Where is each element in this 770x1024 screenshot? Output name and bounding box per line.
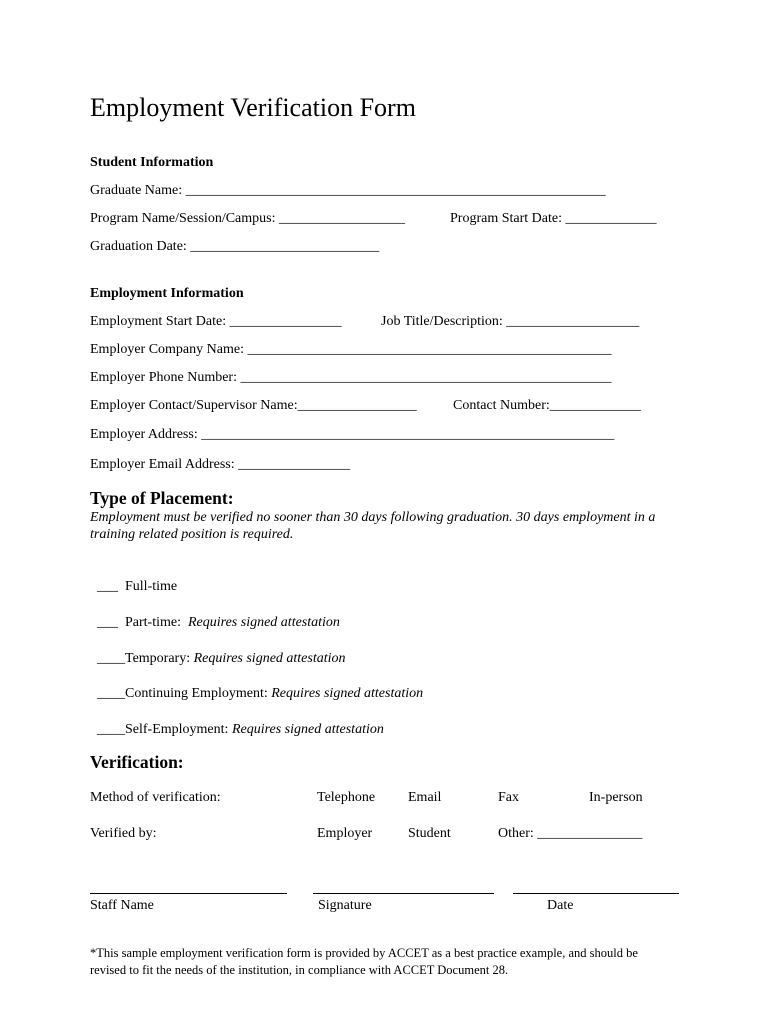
signature-label: Signature [318, 898, 372, 913]
staff-name-label: Staff Name [90, 898, 154, 913]
option-blank[interactable]: ____ [97, 651, 125, 666]
option-blank[interactable]: ___ [97, 579, 118, 594]
verified-by-employer[interactable]: Employer [317, 826, 373, 841]
contact-number-field[interactable]: Contact Number:_____________ [453, 398, 641, 413]
placement-option-full-time[interactable] [90, 563, 177, 595]
method-label: Method of verification: [90, 790, 221, 805]
option-label: Self-Employment: [125, 722, 229, 737]
option-note: Requires signed attestation [231, 722, 384, 737]
employer-email-field[interactable]: Employer Email Address: ________________ [90, 457, 351, 472]
placement-heading: Type of Placement: [90, 488, 234, 508]
employer-address-field[interactable]: Employer Address: ___________________________________________________________ [90, 427, 615, 442]
staff-name-line[interactable] [90, 893, 287, 894]
option-blank[interactable]: ___ [97, 615, 118, 630]
employment-start-date-field[interactable]: Employment Start Date: ________________ [90, 314, 342, 329]
placement-note: Employment must be verified no sooner than 30 days following graduation. 30 days employment in a training related position is required. [90, 510, 656, 542]
option-note: Requires signed attestation [188, 615, 340, 630]
student-info-heading: Student Information [90, 155, 214, 170]
signature-line[interactable] [313, 893, 494, 894]
graduation-date-field[interactable]: Graduation Date: ___________________________ [90, 239, 380, 254]
employment-info-heading: Employment Information [90, 286, 244, 301]
verified-by-student[interactable]: Student [408, 826, 451, 841]
verified-by-label: Verified by: [90, 826, 157, 841]
option-note: Requires signed attestation [193, 651, 346, 666]
placement-option-part-time[interactable] [90, 599, 340, 631]
date-line[interactable] [513, 893, 679, 894]
option-label: Temporary: [125, 651, 191, 666]
option-label: Part-time: [125, 615, 181, 630]
method-email[interactable]: Email [408, 790, 442, 805]
date-label: Date [547, 898, 574, 913]
job-title-field[interactable]: Job Title/Description: ___________________ [381, 314, 640, 329]
placement-option-self-employment[interactable] [90, 706, 384, 738]
program-name-field[interactable]: Program Name/Session/Campus: __________________ [90, 211, 405, 226]
method-in-person[interactable]: In-person [589, 790, 643, 805]
program-start-date-field[interactable]: Program Start Date: _____________ [450, 211, 657, 226]
footnote: *This sample employment verification form is provided by ACCET as a best practice example, and should be revised to fit the needs of the institution, in compliance with ACCET Document 28. [90, 946, 638, 977]
option-blank[interactable]: ____ [97, 686, 125, 701]
option-note: Requires signed attestation [271, 686, 424, 701]
option-label: Continuing Employment: [125, 686, 268, 701]
form-title: Employment Verification Form [90, 93, 416, 122]
verification-heading: Verification: [90, 752, 184, 772]
option-label: Full-time [125, 579, 178, 594]
placement-option-temporary[interactable] [90, 635, 346, 667]
method-fax[interactable]: Fax [498, 790, 519, 805]
graduate-name-field[interactable]: Graduate Name: ____________________________________________________________ [90, 183, 606, 198]
employer-contact-field[interactable]: Employer Contact/Supervisor Name:_________________ [90, 398, 417, 413]
method-telephone[interactable]: Telephone [317, 790, 376, 805]
employer-company-field[interactable]: Employer Company Name: ____________________________________________________ [90, 342, 612, 357]
employer-phone-field[interactable]: Employer Phone Number: _____________________________________________________ [90, 370, 612, 385]
option-blank[interactable]: ____ [97, 722, 125, 737]
verified-by-other-field[interactable]: Other: _______________ [498, 826, 643, 841]
placement-option-continuing[interactable] [90, 670, 423, 702]
